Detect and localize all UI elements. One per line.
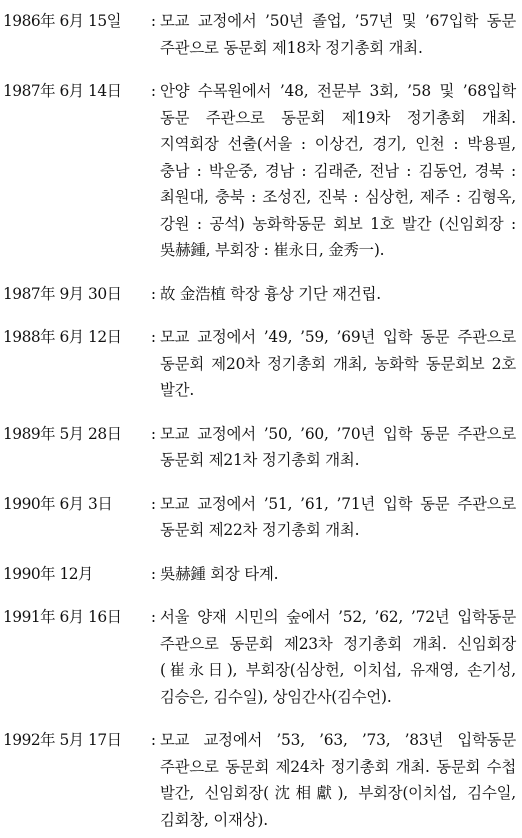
- entry-separator: :: [150, 424, 157, 443]
- entry-text: 모교 교정에서 ’51, ’61, ’71년 입학 동문 주관으로 동문회 제22차 정기총회 개최.: [160, 494, 516, 539]
- entry-date: 1987年 9月 30日: [3, 284, 122, 303]
- entry-date: 1991年 6月 16日: [3, 608, 122, 626]
- entry-text: 모교 교정에서 ’50, ’60, ’70년 입학 동문 주관으로 동문회 제21차 정기총회 개최.: [160, 424, 516, 469]
- entry-text: 모교 교정에서 ’53, ’63, ’73, ’83년 입학동문 주관으로 동문회 제24차 정기총회 개최. 동문회 수첩 발간, 신임회장(沈相獻), 부회장(이치섭, 김수일, 김회창, 이재상).: [160, 731, 516, 829]
- entry-separator: :: [150, 494, 157, 513]
- entry-date: 1989年 5月 28日: [3, 424, 122, 443]
- chronology-entry: [3, 281, 516, 308]
- chronology-entry: [3, 727, 516, 833]
- entry-date: 1987年 6月 14日: [3, 82, 122, 100]
- entry-separator: :: [150, 731, 157, 749]
- chronology-entry: [3, 421, 516, 474]
- entry-separator: :: [150, 328, 157, 346]
- entry-date: 1986年 6月 15일: [3, 12, 121, 30]
- entry-separator: :: [150, 82, 157, 100]
- entry-date: 1992年 5月 17日: [3, 731, 122, 749]
- entry-text: 吳赫鍾 회장 타계.: [160, 564, 279, 583]
- entry-text: 안양 수목원에서 ’48, 전문부 3회, ’58 및 ’68입학 동문 주관으로 동문회 제19차 정기총회 개최. 지역회장 선출(서울 : 이상건, 경기, 인천 : 박용필, 충남 : 박운중, 경남 : 김래준, 전남 : 김동언, 경북 : 최원대, 충북 : 조성진, 진북 : 심상헌, 제주 : 김형옥, 강원 : 공석) 농화학동문 회보 1호 발간 (신임회장 : 吳赫鍾, 부회장 : 崔永日, 金秀一).: [160, 82, 516, 259]
- chronology-entry: [3, 8, 516, 61]
- entry-separator: :: [150, 284, 157, 303]
- entry-text: 모교 교정에서 ’50년 졸업, ’57년 및 ’67입학 동문 주관으로 동문회 제18차 정기총회 개최.: [160, 12, 516, 57]
- entry-separator: :: [150, 608, 157, 626]
- entry-separator: :: [150, 564, 157, 583]
- entry-date: 1990年 12月: [3, 564, 93, 583]
- entry-text: 서울 양재 시민의 숲에서 ’52, ’62, ’72년 입학동문 주관으로 동문회 제23차 정기총회 개최. 신임회장(崔永日), 부회장(심상헌, 이치섭, 유재영, 손기성, 김승은, 김수일), 상임간사(김수언).: [160, 608, 516, 706]
- entry-separator: :: [150, 12, 157, 30]
- entry-date: 1988年 6月 12日: [3, 328, 122, 346]
- entry-text: 故 金浩植 학장 흉상 기단 재건립.: [160, 284, 381, 303]
- chronology-entry: [3, 604, 516, 710]
- entry-date: 1990年 6月 3日: [3, 494, 113, 513]
- chronology-entry: [3, 561, 516, 588]
- chronology-entry: [3, 324, 516, 404]
- chronology-entry: [3, 491, 516, 544]
- chronology-entry: [3, 78, 516, 264]
- entry-text: 모교 교정에서 ’49, ’59, ’69년 입학 동문 주관으로 동문회 제20차 정기총회 개최, 농화학 동문회보 2호 발간.: [160, 328, 516, 399]
